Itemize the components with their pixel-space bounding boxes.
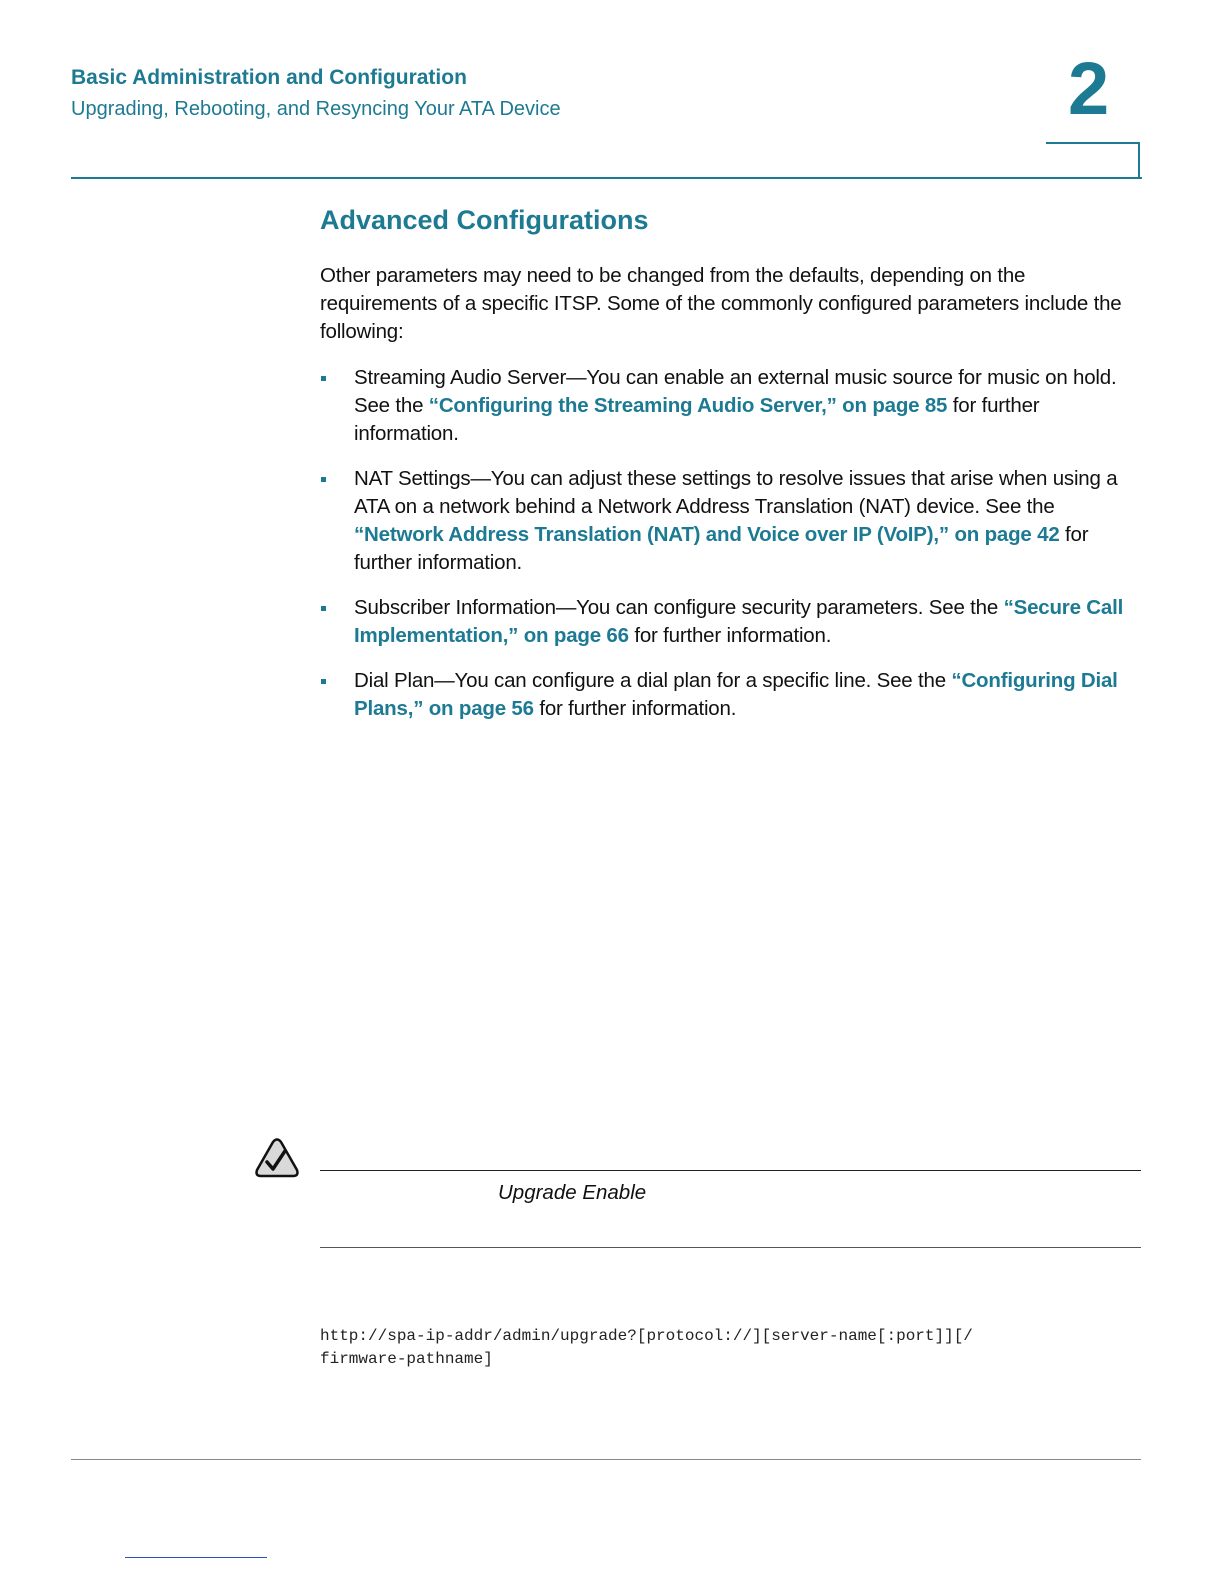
list-item-suffix: for further information.: [354, 394, 1040, 445]
list-item-suffix: for further information.: [354, 523, 1089, 574]
xref-link-dial-plans[interactable]: “Configuring Dial Plans,” on page 56: [354, 669, 1118, 720]
code-line: http://spa-ip-addr/admin/upgrade?[protocol://][server-name[:port]][/: [320, 1327, 973, 1345]
list-item-text: NAT Settings—You can adjust these settings to resolve issues that arise when using a ATA on a network behind a Network Address Translation (NAT) device. See the: [354, 467, 1118, 518]
note-rule-bottom: [320, 1247, 1141, 1248]
bullet-icon: [321, 606, 326, 611]
list-item: [320, 465, 1140, 577]
checkmark-note-icon: [254, 1138, 300, 1178]
bullet-icon: [321, 376, 326, 381]
xref-link-secure-call[interactable]: “Secure Call Implementation,” on page 66: [354, 596, 1124, 647]
chapter-tab-box: [1046, 142, 1140, 177]
list-item-text: Subscriber Information—You can configure security parameters. See the: [354, 596, 1004, 619]
chapter-number: 2: [1068, 47, 1110, 130]
footer-rule: [71, 1459, 1141, 1460]
code-line: firmware-pathname]: [320, 1350, 493, 1368]
intro-paragraph: Other parameters may need to be changed from the defaults, depending on the requirements of a specific ITSP. Some of the commonly configured parameters include the following:: [320, 264, 1122, 343]
bullet-icon: [321, 679, 326, 684]
list-item: [320, 594, 1140, 650]
xref-link-nat-voip[interactable]: “Network Address Translation (NAT) and Voice over IP (VoIP),” on page 42: [354, 523, 1060, 546]
page-heading: Advanced Configurations: [320, 205, 649, 235]
chapter-title: Basic Administration and Configuration: [71, 66, 467, 89]
note-emphasis-text: Upgrade Enable: [498, 1181, 647, 1204]
list-item: [320, 364, 1140, 448]
header-rule: [71, 177, 1142, 179]
list-item-text: Streaming Audio Server—You can enable an external music source for music on hold. See the: [354, 366, 1117, 417]
code-block: [320, 1325, 973, 1371]
list-item-suffix: for further information.: [628, 624, 832, 647]
parameter-list: [320, 364, 1140, 740]
list-item-suffix: for further information.: [533, 697, 737, 720]
note-rule-top: [320, 1170, 1141, 1171]
footer-link-underline[interactable]: [125, 1557, 267, 1558]
list-item: [320, 667, 1140, 723]
xref-link-streaming-audio[interactable]: “Configuring the Streaming Audio Server,” on page 85: [428, 394, 948, 417]
list-item-text: Dial Plan—You can configure a dial plan for a specific line. See the: [354, 669, 952, 692]
section-title: Upgrading, Rebooting, and Resyncing Your ATA Device: [71, 98, 561, 120]
bullet-icon: [321, 477, 326, 482]
